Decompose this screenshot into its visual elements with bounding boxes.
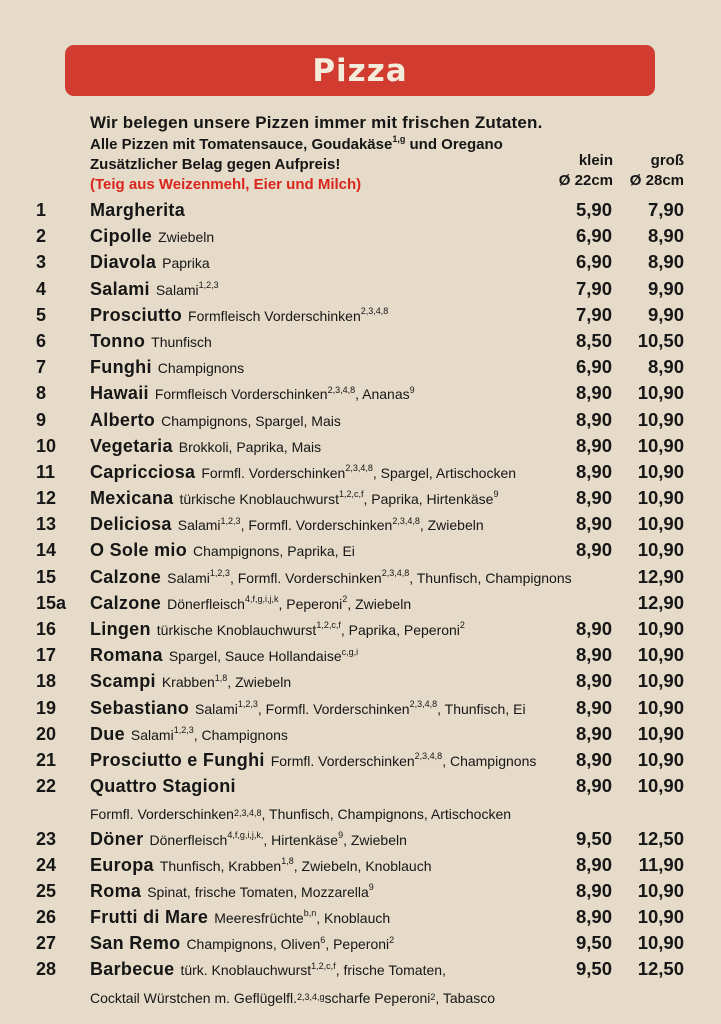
item-main [90,829,542,850]
item-number: 4 [36,278,47,299]
item-description: türkische Knoblauchwurst$^{1,2,c,f}$, Paprika, Hirtenkäse$^9$ [179,489,499,508]
price-small: 9,50 [575,827,612,849]
footnote-superscript: 2,3,4,8 [414,751,443,762]
price-large: 12,90 [637,565,684,587]
item-name: Prosciutto e Funghi [90,749,265,770]
footnote-superscript: c,g,i [341,646,359,657]
price-large: 9,90 [647,303,684,325]
item-main [90,462,542,483]
footnote-superscript: 9 [368,882,374,893]
item-main [90,410,542,431]
item-number: 5 [36,304,47,325]
footnote-superscript: b,n [303,908,317,919]
menu-item-row [0,958,721,984]
price-large: 10,50 [637,329,684,351]
item-main [90,907,542,928]
price-small: 5,90 [575,199,612,220]
price-small: 8,90 [575,460,612,482]
item-main [90,252,542,273]
footnote-superscript: 2,3,4,8 [409,698,438,709]
price-large: 10,90 [637,487,684,509]
item-number: 6 [36,330,47,351]
price-large: 10,90 [637,670,684,692]
intro-dough-note: (Teig aus Weizenmehl, Eier und Milch) [90,176,362,193]
price-large: 12,90 [637,591,684,613]
item-number: 14 [36,540,57,561]
price-small: 8,90 [575,408,612,430]
item-name: Capricciosa [90,461,196,482]
footnote-superscript: 9 [409,384,415,395]
item-main [90,776,542,797]
menu-item-row [0,749,721,775]
price-small: 7,90 [575,303,612,325]
item-main [90,514,542,535]
price-small: 8,90 [575,853,612,875]
price-small: 6,90 [575,251,612,273]
footnote-superscript: 2,3,4,8 [360,306,389,317]
item-number: 18 [36,671,57,692]
footnote-superscript: 9 [338,829,344,840]
menu-item-row [0,906,721,932]
column-small-label: klein [578,152,613,169]
item-main [90,331,542,352]
footnote-superscript: 1,2,c,f [338,489,364,500]
item-name: Sebastiano [90,697,190,718]
item-main [90,671,542,692]
item-description: Formfleisch Vorderschinken$^{2,3,4,8}$ [188,306,389,324]
item-number: 12 [36,488,57,509]
item-main [90,436,542,457]
item-name: Calzone [90,566,162,587]
item-description: Salami$^{1,2,3}$, Formfl. Vorderschinken$^{2,3,4,8}$, Thunfisch, Ei [195,698,526,717]
price-large: 8,90 [647,251,684,273]
item-description: Dönerfleisch$^{4,f,g,i,j,k}$, Peperoni$^2$, Zwiebeln [167,594,412,612]
item-number: 17 [36,645,57,666]
menu-item-row [0,487,721,513]
item-name: Döner [90,828,144,849]
item-main [90,305,542,326]
item-number: 26 [36,907,57,928]
item-name: Europa [90,854,154,875]
item-description: Champignons, Spargel, Mais [161,412,341,429]
footnote-superscript: 2,3,4,8 [392,515,420,526]
item-number: 22 [36,776,57,797]
menu-item-row [0,539,721,565]
item-description: Formfleisch Vorderschinken$^{2,3,4,8}$, Ananas$^9$ [154,384,415,403]
item-name: Diavola [90,252,157,273]
footnote-superscript: 1,2,3 [173,725,194,736]
item-name: Cipolle [90,226,153,247]
item-description: Salami$^{1,2,3}$, Formfl. Vorderschinken$^{2,3,4,8}$, Thunfisch, Champignons [167,567,572,586]
footnote-superscript: 9 [493,489,499,500]
item-name: Hawaii [90,383,149,404]
menu-item-row [0,670,721,696]
price-large: 8,90 [647,225,684,247]
footnote-superscript: 6 [320,934,326,945]
menu-item-row [0,513,721,539]
price-large: 10,90 [637,775,684,797]
price-small: 8,90 [575,487,612,509]
footnote-superscript: 2 [342,594,348,605]
item-main [90,933,542,954]
footnote-superscript: 1,g [392,134,406,144]
item-description: Spargel, Sauce Hollandaise$^{c,g,i}$ [168,646,359,665]
price-large: 8,90 [647,356,684,378]
item-description: Salami$^{1,2,3}$, Champignons [130,725,288,743]
item-description-line2: Formfl. Vorderschinken $^{2,3,4,8}$ , Thunfisch, Champignons, Artischocken [90,806,512,823]
footnote-superscript: 4,f,g,i,j,k, [227,829,264,840]
footnote-superscript: 1,2,3 [220,515,241,526]
footnote-superscript: 1,2,c,f [311,960,336,971]
item-main [90,855,542,876]
column-large-size: Ø 28cm [629,172,684,189]
menu-item-row [0,304,721,330]
item-description: Thunfisch [151,333,212,350]
item-number: 2 [36,226,47,247]
item-description-line2: Cocktail Würstchen m. Geflügelfl. $^{2,3,4,g}$ scharfe Peperoni $^2$ , Tabasco [90,989,496,1006]
price-small: 8,90 [575,434,612,456]
price-small: 8,90 [575,748,612,770]
menu-item-row [0,828,721,854]
item-description: Paprika [162,255,210,272]
item-description: Salami$^{1,2,3}$ [155,279,219,298]
price-large: 10,90 [637,408,684,430]
item-description: türkische Knoblauchwurst$^{1,2,c,f}$, Paprika, Peperoni$^2$ [156,620,465,638]
item-description: Dönerfleisch$^{4,f,g,i,j,k,}$, Hirtenkäse$^9$, Zwiebeln [149,829,407,848]
item-name: Deliciosa [90,514,172,535]
item-description: Zwiebeln [158,229,215,246]
category-title: Pizza [312,52,408,89]
item-number: 15a [36,592,67,613]
item-name: Roma [90,880,142,901]
item-main [90,593,542,614]
menu-item-row [0,644,721,670]
menu-item-row [0,880,721,906]
price-large: 12,50 [637,827,684,849]
menu-item-row [0,409,721,435]
column-large-label: groß [650,152,684,169]
menu-item-row [0,278,721,304]
price-small: 8,90 [575,513,612,535]
item-name: Calzone [90,592,162,613]
price-small: 9,50 [575,958,612,980]
price-large: 10,90 [637,618,684,639]
item-name: Funghi [90,357,152,378]
price-large: 7,90 [647,199,684,220]
price-small: 8,90 [575,775,612,797]
column-small-size: Ø 22cm [558,172,613,189]
item-name: Quattro Stagioni [90,776,236,797]
item-main [90,959,542,980]
item-name: Prosciutto [90,304,183,325]
item-main [90,724,542,745]
price-small: 8,90 [575,722,612,744]
column-large [613,151,684,191]
item-description: Champignons [157,360,245,377]
footnote-superscript: 2,3,4,8 [327,384,356,395]
item-name: Barbecue [90,959,175,980]
item-name: San Remo [90,933,181,954]
item-main [90,540,542,561]
price-large: 10,90 [637,382,684,404]
category-banner [65,45,655,96]
price-small: 8,90 [575,539,612,561]
footnote-superscript: 1,2,3 [198,279,219,290]
item-name: Margherita [90,200,186,220]
item-number: 9 [36,409,47,430]
item-description: Thunfisch, Krabben$^{1,8}$, Zwiebeln, Knoblauch [159,856,432,874]
price-small: 8,50 [575,329,612,351]
menu-item-row [0,697,721,723]
menu-item-row [0,932,721,958]
item-main [90,881,542,902]
item-description: Champignons, Paprika, Ei [193,543,355,560]
item-number: 28 [36,959,57,980]
menu-item-row [0,854,721,880]
price-large: 10,90 [637,906,684,928]
price-large: 10,90 [637,434,684,456]
item-description: Formfl. Vorderschinken$^{2,3,4,8}$, Champignons [270,751,537,769]
item-main [90,200,542,221]
menu-item-row [0,566,721,592]
price-large: 10,90 [637,539,684,561]
item-description: Meeresfrüchte$^{b,n}$, Knoblauch [214,908,391,927]
item-description: Krabben$^{1,8}$, Zwiebeln [161,672,292,691]
menu-item-row [0,382,721,408]
column-small [542,151,613,191]
footnote-superscript: 1,2,c,f [316,620,341,631]
price-large: 10,90 [637,460,684,482]
price-large: 10,90 [637,722,684,744]
item-number: 3 [36,252,47,273]
item-main [90,566,572,588]
menu-item-row [0,435,721,461]
menu-item-row [0,618,721,644]
price-small: 6,90 [575,225,612,247]
price-small: 8,90 [575,382,612,404]
size-column-headers [542,151,684,191]
item-name: Tonno [90,330,146,351]
item-name: Romana [90,645,163,666]
item-name: Lingen [90,619,151,639]
menu-item-row [0,199,721,225]
item-description: Brokkoli, Paprika, Mais [178,438,322,455]
price-large: 10,90 [637,696,684,718]
price-small: 8,90 [575,670,612,692]
price-large: 11,90 [638,853,684,875]
item-name: Frutti di Mare [90,907,209,928]
item-main [90,645,542,666]
item-number: 24 [36,854,57,875]
item-number: 20 [36,723,57,744]
menu-item-row [0,775,721,801]
price-large: 9,90 [647,277,684,299]
price-large: 10,90 [637,879,684,901]
item-description: Salami$^{1,2,3}$, Formfl. Vorderschinken$^{2,3,4,8}$, Zwiebeln [177,515,484,534]
price-small: 6,90 [575,356,612,378]
intro-headline: Wir belegen unsere Pizzen immer mit frischen Zutaten. [90,113,543,132]
menu-item-row [0,461,721,487]
price-large: 10,90 [637,644,684,666]
item-number: 23 [36,828,57,849]
intro-block [90,111,560,195]
price-small: 8,90 [575,696,612,718]
item-main [90,698,542,719]
menu-items [0,199,721,1011]
item-description: Formfl. Vorderschinken$^{2,3,4,8}$, Spargel, Artischocken [201,463,517,481]
footnote-superscript: 1,8 [281,856,294,867]
menu-item-row [0,592,721,618]
item-number: 13 [36,514,57,535]
footnote-superscript: 2 [389,934,395,945]
item-main [90,383,542,404]
footnote-superscript: 1,2,3 [237,698,258,709]
menu-item-row [0,356,721,382]
price-small: 8,90 [575,879,612,901]
item-number: 16 [36,619,57,639]
item-main [90,357,542,378]
intro-surcharge-line: Zusätzlicher Belag gegen Aufpreis! [90,156,341,173]
item-number: 19 [36,697,57,718]
footnote-superscript: 1,2,3 [209,567,230,578]
item-main [90,226,542,247]
price-small: 8,90 [575,644,612,666]
item-main [90,750,542,771]
footnote-superscript: 2,3,4,8 [345,463,373,474]
menu-item-row [0,330,721,356]
item-number: 21 [36,749,57,770]
item-number: 7 [36,357,47,378]
price-small: 8,90 [575,618,612,639]
item-name: Mexicana [90,488,174,509]
menu-item-row [0,251,721,277]
item-description: Spinat, frische Tomaten, Mozzarella$^9$ [147,882,374,900]
item-name: Vegetaria [90,435,173,456]
item-name: Alberto [90,409,156,430]
price-large: 10,90 [637,932,684,954]
item-name: Salami [90,278,150,299]
footnote-superscript: 2,3,4,8 [381,567,410,578]
item-main [90,619,542,640]
item-name: O Sole mio [90,540,188,561]
price-small: 9,50 [575,932,612,954]
item-number: 15 [36,566,57,587]
item-name: Due [90,723,125,744]
item-number: 25 [36,880,57,901]
footnote-superscript: 4,f,g,i,j,k [244,594,279,605]
price-small: 8,90 [575,906,612,928]
price-large: 12,50 [637,958,684,980]
item-main [90,279,542,300]
menu-item-row [0,225,721,251]
footnote-superscript: 2 [459,620,465,631]
price-large: 10,90 [637,513,684,535]
item-number: 10 [36,435,57,456]
item-number: 27 [36,933,57,954]
item-description: Champignons, Oliven$^6$, Peperoni$^2$ [186,934,395,953]
item-number: 8 [36,383,47,404]
item-name: Scampi [90,671,156,692]
price-small: 7,90 [575,277,612,299]
menu-item-row [0,723,721,749]
intro-toppings-line: Alle Pizzen mit Tomatensauce, Goudakäse$^{1,g}$ und Oregano [90,134,503,153]
item-main [90,488,542,509]
item-number: 11 [36,461,56,482]
item-number: 1 [36,200,47,220]
price-large: 10,90 [637,748,684,770]
item-description: türk. Knoblauchwurst$^{1,2,c,f}$, frische Tomaten, [180,960,446,979]
footnote-superscript: 1,8 [214,672,228,683]
